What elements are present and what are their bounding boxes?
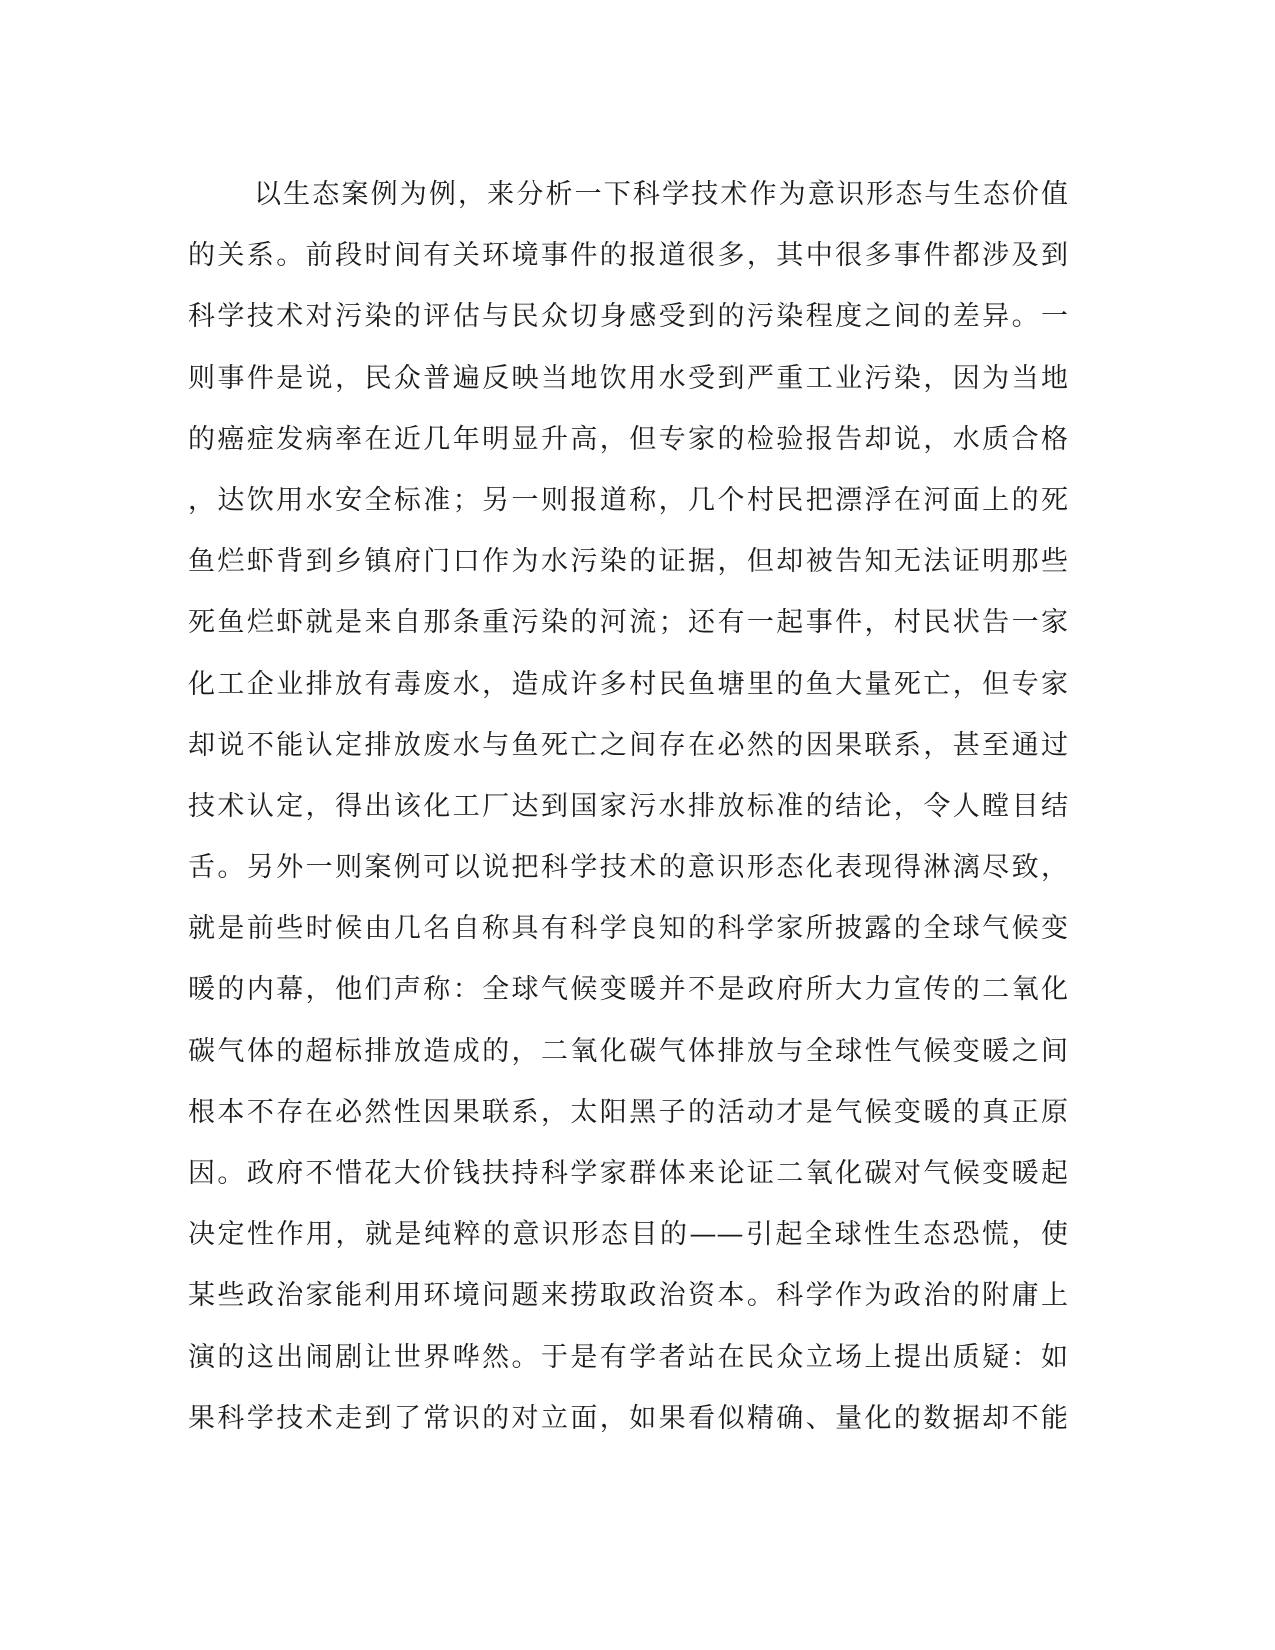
paragraph-line: 舌。另外一则案例可以说把科学技术的意识形态化表现得淋漓尽致， <box>188 852 1068 884</box>
paragraph-line: 以生态案例为例，来分析一下科学技术作为意识形态与生态价值 <box>254 179 1068 210</box>
paragraph-line: 某些政治家能利用环境问题来捞取政治资本。科学作为政治的附庸上 <box>188 1280 1068 1312</box>
paragraph-line: 果科学技术走到了常识的对立面，如果看似精确、量化的数据却不能 <box>188 1402 1068 1434</box>
paragraph-line: 演的这出闹剧让世界哗然。于是有学者站在民众立场上提出质疑：如 <box>188 1341 1068 1373</box>
paragraph-line: ，达饮用水安全标准；另一则报道称，几个村民把漂浮在河面上的死 <box>188 484 1068 516</box>
paragraph-line: 决定性作用，就是纯粹的意识形态目的——引起全球性生态恐慌，使 <box>188 1219 1068 1251</box>
paragraph-line: 却说不能认定排放废水与鱼死亡之间存在必然的因果联系，甚至通过 <box>188 729 1068 761</box>
paragraph-line: 的关系。前段时间有关环境事件的报道很多，其中很多事件都涉及到 <box>188 240 1068 272</box>
paragraph-line: 暖的内幕，他们声称：全球气候变暖并不是政府所大力宣传的二氧化 <box>188 974 1068 1006</box>
paragraph-line: 因。政府不惜花大价钱扶持科学家群体来论证二氧化碳对气候变暖起 <box>188 1158 1068 1189</box>
paragraph-line: 则事件是说，民众普遍反映当地饮用水受到严重工业污染，因为当地 <box>188 362 1068 394</box>
paragraph-line: 技术认定，得出该化工厂达到国家污水排放标准的结论，令人瞠目结 <box>188 790 1068 822</box>
paragraph-line: 的癌症发病率在近几年明显升高，但专家的检验报告却说，水质合格 <box>188 423 1068 455</box>
paragraph-line: 死鱼烂虾就是来自那条重污染的河流；还有一起事件，村民状告一家 <box>188 607 1068 639</box>
paragraph-line: 就是前些时候由几名自称具有科学良知的科学家所披露的全球气候变 <box>188 913 1068 945</box>
paragraph-line: 鱼烂虾背到乡镇府门口作为水污染的证据，但却被告知无法证明那些 <box>188 546 1068 578</box>
paragraph-line: 化工企业排放有毒废水，造成许多村民鱼塘里的鱼大量死亡，但专家 <box>188 668 1068 700</box>
paragraph-line: 碳气体的超标排放造成的，二氧化碳气体排放与全球性气候变暖之间 <box>188 1035 1068 1067</box>
paragraph-line: 科学技术对污染的评估与民众切身感受到的污染程度之间的差异。一 <box>188 301 1068 333</box>
paragraph-line: 根本不存在必然性因果联系，太阳黑子的活动才是气候变暖的真正原 <box>188 1096 1068 1128</box>
body-paragraph <box>188 164 1068 1449</box>
